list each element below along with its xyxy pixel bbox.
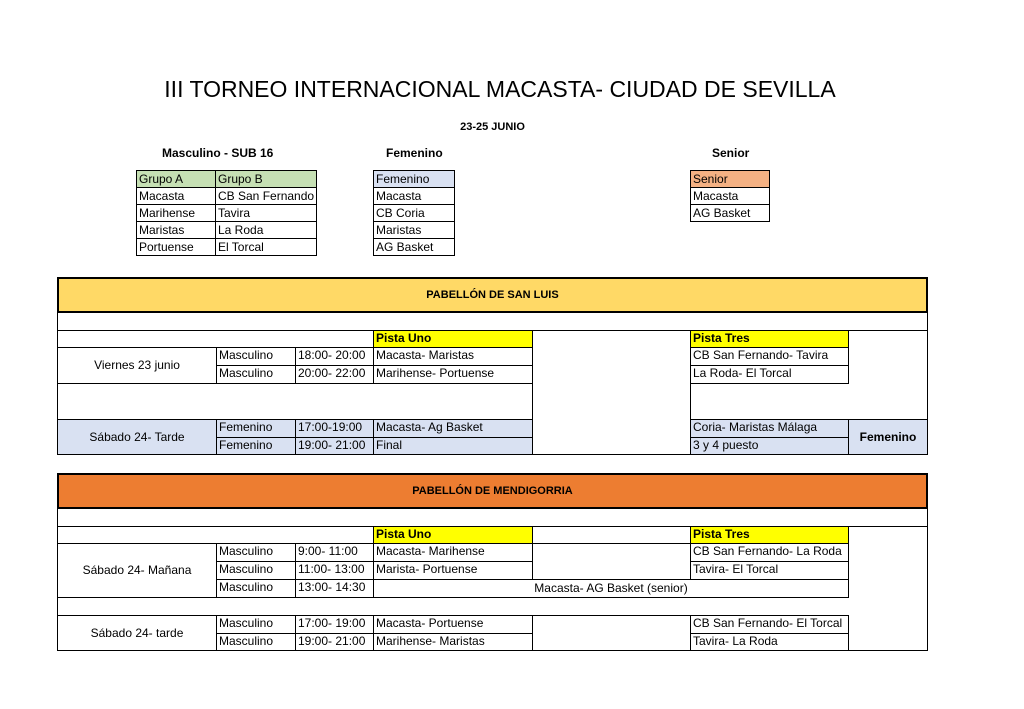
match-pista-uno: Marihense- Maristas <box>373 633 533 651</box>
mendigorria-gap-cell <box>532 615 691 651</box>
match-category: Masculino <box>216 579 296 598</box>
san-luis-pista-tres-header: Pista Tres <box>690 330 849 348</box>
group-a-team: Macasta <box>137 188 216 205</box>
san-luis-banner: PABELLÓN DE SAN LUIS <box>57 277 928 313</box>
masculino-groups-table <box>136 170 317 256</box>
femenino-tag: Femenino <box>848 419 928 455</box>
match-time: 20:00- 22:00 <box>295 365 374 384</box>
sabado-tarde-mendigorria-day-label: Sábado 24- tarde <box>57 615 217 651</box>
match-pista-uno: Marista- Portuense <box>373 561 533 580</box>
match-time: 17:00-19:00 <box>295 419 374 438</box>
tournament-dates: 23-25 JUNIO <box>460 121 525 133</box>
match-time: 19:00- 21:00 <box>295 633 374 651</box>
match-category: Masculino <box>216 615 296 634</box>
match-category: Masculino <box>216 365 296 384</box>
category-masculino-label: Masculino - SUB 16 <box>162 146 274 160</box>
match-category: Masculino <box>216 543 296 562</box>
match-pista-tres: Tavira- La Roda <box>690 633 849 651</box>
match-pista-uno: Final <box>373 437 533 455</box>
sabado-manana-day-label: Sábado 24- Mañana <box>57 543 217 598</box>
match-pista-tres: CB San Fernando- El Torcal <box>690 615 849 634</box>
match-category: Masculino <box>216 561 296 580</box>
match-pista-uno: Macasta- Marihense <box>373 543 533 562</box>
category-senior-label: Senior <box>712 146 750 160</box>
match-time: 17:00- 19:00 <box>295 615 374 634</box>
femenino-header: Femenino <box>374 171 455 188</box>
viernes-day-label: Viernes 23 junio <box>57 347 217 384</box>
match-category: Femenino <box>216 419 296 438</box>
match-time: 13:00- 14:30 <box>295 579 374 598</box>
match-pista-uno: Macasta- Maristas <box>373 347 533 366</box>
group-a-team: Marihense <box>137 205 216 222</box>
group-b-team: El Torcal <box>216 239 317 256</box>
match-pista-tres: La Roda- El Torcal <box>690 365 849 384</box>
match-category: Femenino <box>216 437 296 455</box>
group-a-header: Grupo A <box>137 171 216 188</box>
group-b-team: La Roda <box>216 222 317 239</box>
match-pista-uno: Marihense- Portuense <box>373 365 533 384</box>
mendigorria-pista-uno-header: Pista Uno <box>373 526 533 544</box>
femenino-team: Maristas <box>374 222 455 239</box>
femenino-team: AG Basket <box>374 239 455 256</box>
senior-match: Macasta- AG Basket (senior) <box>373 579 849 598</box>
match-time: 19:00- 21:00 <box>295 437 374 455</box>
document-title: III TORNEO INTERNACIONAL MACASTA- CIUDAD DE SEVILLA <box>164 76 836 102</box>
group-b-team: Tavira <box>216 205 317 222</box>
femenino-team: CB Coria <box>374 205 455 222</box>
category-femenino-label: Femenino <box>386 146 443 160</box>
match-pista-tres: CB San Fernando- La Roda <box>690 543 849 562</box>
match-pista-tres: CB San Fernando- Tavira <box>690 347 849 366</box>
group-a-team: Maristas <box>137 222 216 239</box>
match-category: Masculino <box>216 633 296 651</box>
san-luis-pista-uno-header: Pista Uno <box>373 330 533 348</box>
match-time: 9:00- 11:00 <box>295 543 374 562</box>
femenino-team: Macasta <box>374 188 455 205</box>
match-pista-tres: Coria- Maristas Málaga <box>690 419 849 438</box>
match-time: 11:00- 13:00 <box>295 561 374 580</box>
match-category: Masculino <box>216 347 296 366</box>
match-time: 18:00- 20:00 <box>295 347 374 366</box>
sabado-tarde-day-label: Sábado 24- Tarde <box>57 419 217 455</box>
mendigorria-gap-cell <box>532 543 691 580</box>
senior-team: AG Basket <box>691 205 770 222</box>
mendigorria-banner: PABELLÓN DE MENDIGORRIA <box>57 473 928 509</box>
match-pista-uno: Macasta- Ag Basket <box>373 419 533 438</box>
group-b-team: CB San Fernando <box>216 188 317 205</box>
mendigorria-pista-tres-header: Pista Tres <box>690 526 849 544</box>
senior-team: Macasta <box>691 188 770 205</box>
femenino-teams-table <box>373 170 455 256</box>
match-pista-tres: Tavira- El Torcal <box>690 561 849 580</box>
match-pista-tres: 3 y 4 puesto <box>690 437 849 455</box>
group-b-header: Grupo B <box>216 171 317 188</box>
senior-header: Senior <box>691 171 770 188</box>
match-pista-uno: Macasta- Portuense <box>373 615 533 634</box>
group-a-team: Portuense <box>137 239 216 256</box>
senior-teams-table <box>690 170 770 222</box>
